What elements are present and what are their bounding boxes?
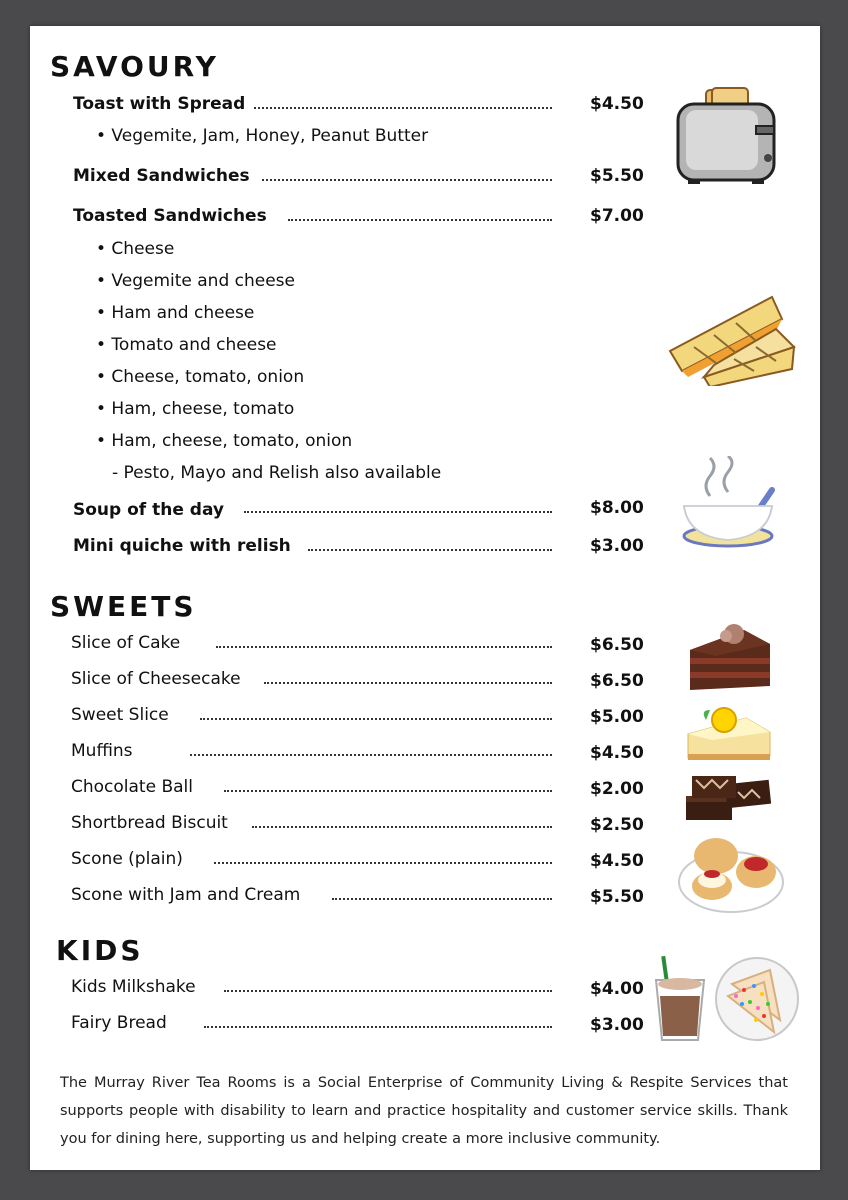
dot-leader [288, 219, 552, 221]
item-price: $6.50 [590, 635, 644, 655]
item-option: • Tomato and cheese [96, 335, 277, 355]
fairy-bread-icon [714, 956, 800, 1042]
item-name: Slice of Cheesecake [71, 669, 241, 689]
dot-leader [252, 826, 552, 828]
item-name: Toasted Sandwiches [73, 206, 267, 226]
section-title-sweets: SWEETS [50, 590, 197, 623]
item-name: Shortbread Biscuit [71, 813, 228, 833]
item-price: $3.00 [590, 536, 644, 556]
item-name: Scone with Jam and Cream [71, 885, 301, 905]
item-price: $5.00 [590, 707, 644, 727]
dot-leader [216, 646, 552, 648]
item-price: $7.00 [590, 206, 644, 226]
item-option: • Ham, cheese, tomato, onion [96, 431, 353, 451]
item-price: $2.50 [590, 815, 644, 835]
item-name: Mixed Sandwiches [73, 166, 250, 186]
menu-item [30, 206, 820, 232]
item-price: $2.00 [590, 779, 644, 799]
footer-text: The Murray River Tea Rooms is a Social Enterprise of Community Living & Respite Services that supports people with disability to learn and practice hospitality and customer service skills. Thank you for dining here, supporting us and helping create a more inclusive community. [60, 1075, 788, 1147]
item-name: Toast with Spread [73, 94, 246, 114]
menu-page [30, 26, 820, 1170]
dot-leader [264, 682, 552, 684]
item-option: • Ham and cheese [96, 303, 255, 323]
dot-leader [224, 990, 552, 992]
item-note: - Pesto, Mayo and Relish also available [112, 463, 442, 483]
item-name: Scone (plain) [71, 849, 183, 869]
dot-leader [308, 549, 552, 551]
item-option: • Ham, cheese, tomato [96, 399, 295, 419]
item-option: • Cheese, tomato, onion [96, 367, 305, 387]
dot-leader [262, 179, 552, 181]
item-price: $5.50 [590, 166, 644, 186]
cheesecake-icon [686, 704, 772, 762]
item-price: $4.50 [590, 743, 644, 763]
item-name: Mini quiche with relish [73, 536, 291, 556]
dot-leader [200, 718, 552, 720]
item-name: Muffins [71, 741, 133, 761]
dot-leader [204, 1026, 552, 1028]
item-price: $3.00 [590, 1015, 644, 1035]
item-option: • Cheese [96, 239, 175, 259]
soup-bowl-icon [680, 456, 780, 558]
item-name: Sweet Slice [71, 705, 169, 725]
dot-leader [214, 862, 552, 864]
cake-slice-icon [686, 622, 774, 694]
toaster-icon [672, 86, 782, 186]
item-price: $8.00 [590, 498, 644, 518]
dot-leader [224, 790, 552, 792]
brownie-icon [684, 768, 774, 824]
item-price: $4.50 [590, 851, 644, 871]
item-name: Kids Milkshake [71, 977, 196, 997]
item-price: $6.50 [590, 671, 644, 691]
section-title-savoury: SAVOURY [50, 50, 219, 83]
section-title-kids: KIDS [56, 934, 144, 967]
item-name: Soup of the day [73, 500, 224, 520]
item-price: $4.00 [590, 979, 644, 999]
item-name: Fairy Bread [71, 1013, 167, 1033]
item-price: $4.50 [590, 94, 644, 114]
item-option: • Vegemite and cheese [96, 271, 296, 291]
dot-leader [254, 107, 552, 109]
item-name: Chocolate Ball [71, 777, 193, 797]
item-option: • Vegemite, Jam, Honey, Peanut Butter [96, 126, 429, 146]
milkshake-icon [652, 950, 708, 1042]
toasted-sandwich-icon [664, 291, 800, 386]
item-price: $5.50 [590, 887, 644, 907]
scones-icon [676, 834, 786, 914]
item-name: Slice of Cake [71, 633, 181, 653]
dot-leader [190, 754, 552, 756]
dot-leader [244, 511, 552, 513]
dot-leader [332, 898, 552, 900]
